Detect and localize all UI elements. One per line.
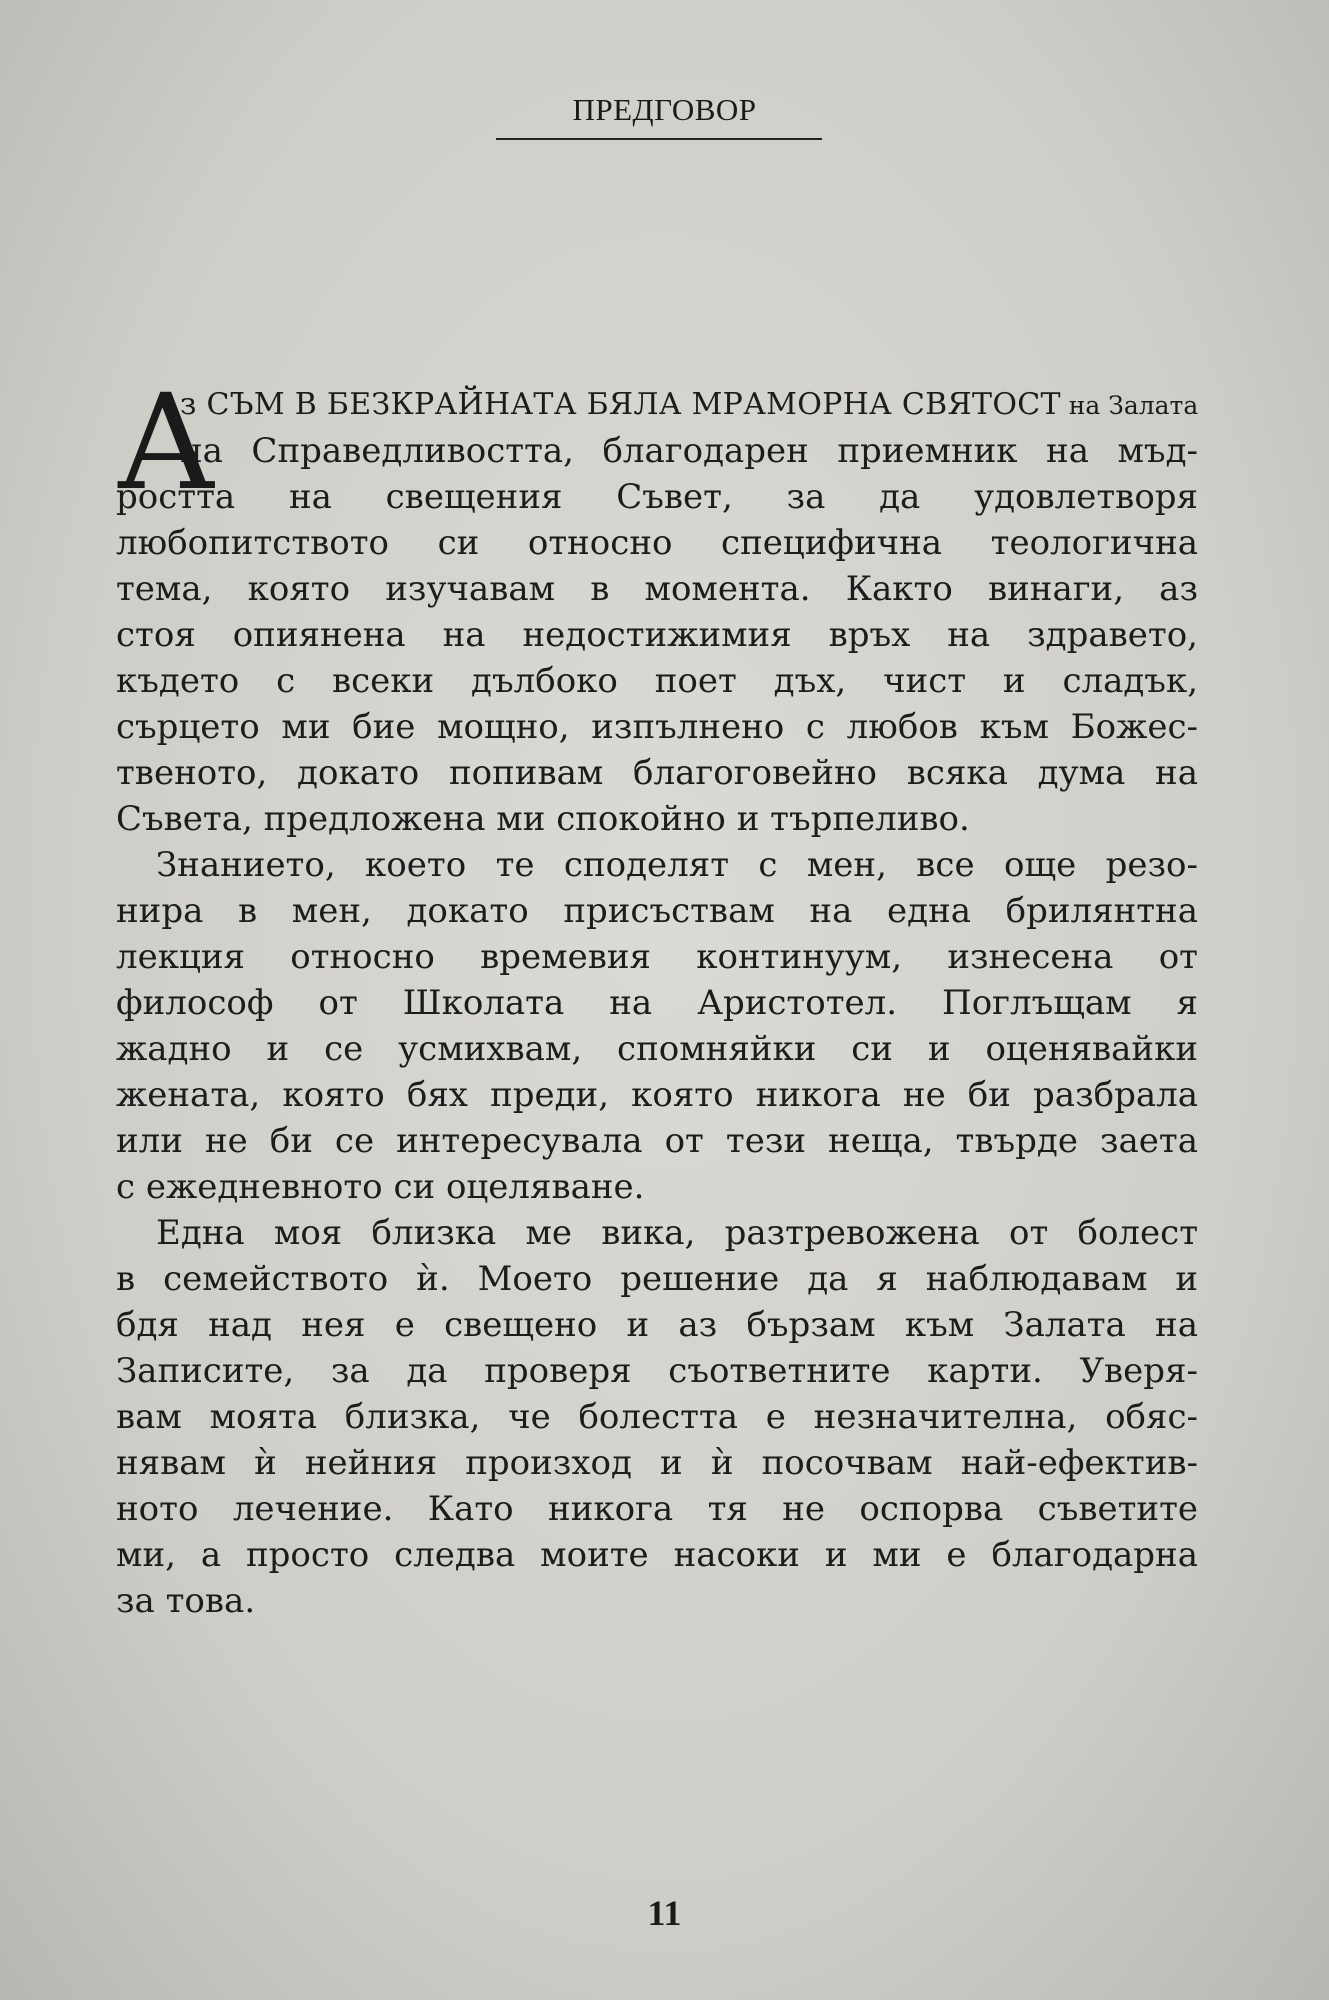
text-line: твеното, докато попивам благоговейно всяка дума на <box>116 753 1198 793</box>
text-line: Записите, за да проверя съответните карти. Уверя- <box>116 1351 1198 1391</box>
text-line: нира в мен, докато присъствам на една брилянтна <box>116 891 1198 931</box>
text-line: ното лечение. Като никога тя не оспорва съветите <box>116 1489 1198 1529</box>
text-line: Съвета, предложена ми спокойно и търпеливо. <box>116 799 970 839</box>
text-line: Знанието, което те споделят с мен, все още резо- <box>156 845 1198 885</box>
text-line: лекция относно времевия континуум, изнесена от <box>116 937 1198 977</box>
text-line: за това. <box>116 1581 256 1621</box>
text-line: или не би се интересувала от тези неща, твърде заета <box>116 1121 1198 1161</box>
chapter-title: ПРЕДГОВОР <box>572 92 757 127</box>
text-line: бдя над нея е свещено и аз бързам към Залата на <box>116 1305 1198 1345</box>
text-line: з СЪМ В БЕЗКРАЙНАТА БЯЛА МРАМОРНА СВЯТОСТ на Залата <box>180 387 1198 422</box>
text-line: в семейството ѝ. Моето решение да я наблюдавам и <box>116 1259 1198 1299</box>
page-number: 11 <box>647 1893 682 1933</box>
text-line: тема, която изучавам в момента. Както винаги, аз <box>116 569 1198 609</box>
text-line: където с всеки дълбоко поет дъх, чист и сладък, <box>116 661 1198 701</box>
text-line: жадно и се усмихвам, спомняйки си и оценявайки <box>116 1029 1198 1069</box>
text-line: Една моя близка ме вика, разтревожена от болест <box>156 1213 1198 1253</box>
text-line: ростта на свещения Съвет, за да удовлетворя <box>116 477 1198 517</box>
body-text <box>116 366 1198 1624</box>
text-line: жената, която бях преди, която никога не би разбрала <box>116 1075 1198 1115</box>
text-line: вам моята близка, че болестта е незначителна, обяс- <box>116 1397 1198 1437</box>
drop-cap-letter: А <box>116 366 216 520</box>
text-line: любопитството си относно специфична теологична <box>116 523 1198 563</box>
text-line: ми, а просто следва моите насоки и ми е благодарна <box>116 1535 1198 1575</box>
header-underline <box>496 138 822 140</box>
text-line: сърцето ми бие мощно, изпълнено с любов към Божес- <box>116 707 1198 747</box>
running-header <box>0 92 1329 136</box>
text-line: нявам ѝ нейния произход и ѝ посочвам най-ефектив- <box>116 1443 1198 1483</box>
text-line: на Справедливостта, благодарен приемник на мъд- <box>180 431 1198 471</box>
text-line: стоя опиянена на недостижимия връх на здравето, <box>116 615 1198 655</box>
text-line: с ежедневното си оцеляване. <box>116 1167 645 1207</box>
text-line: философ от Школата на Аристотел. Поглъщам я <box>116 983 1198 1023</box>
